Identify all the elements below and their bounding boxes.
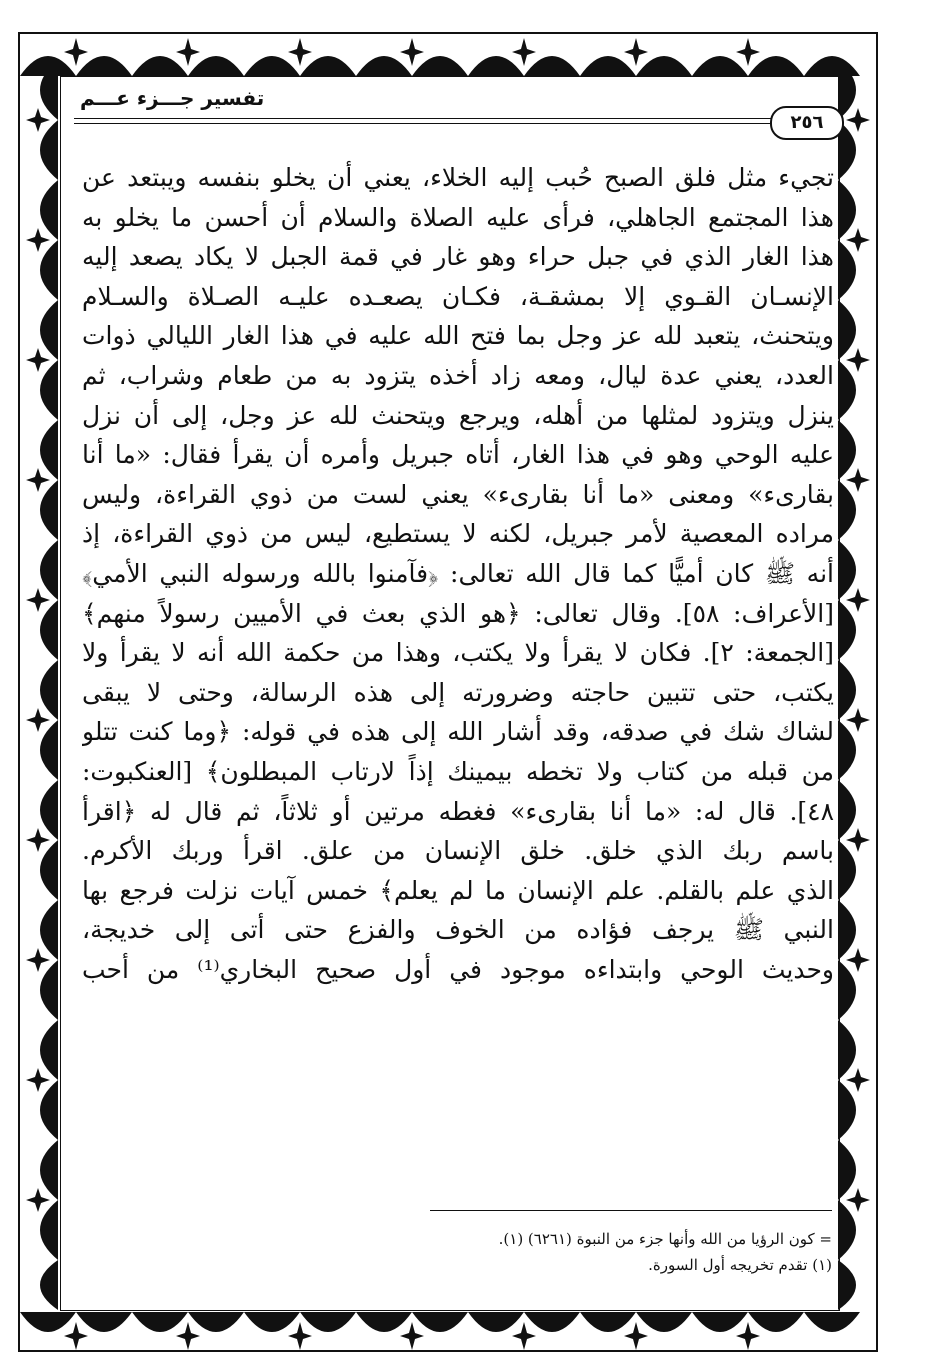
text-line: عليه الوحي وهو في هذا الغار، أتاه جبريل وأمره أن يقرأ فقال: «ما أنا xyxy=(82,440,834,470)
footnote-continuation: = كون الرؤيا من الله وأنها جزء من النبوة (٦٢٦١) (١). xyxy=(498,1230,832,1248)
text-line: الإنسـان القـوي إلا بمشقـة، فكـان يصعـده عليـه الصـلاة والسـلام xyxy=(82,281,834,311)
footnote-1: (١) تقدم تخريجه أول السورة. xyxy=(648,1256,832,1274)
text-line: ويتحنث، يتعبد لله عز وجل بما فتح الله عليه في هذا الغار الليالي ذوات xyxy=(82,321,834,351)
text-line: لشاك شك في صدقه، وقد أشار الله إلى هذه في قوله: ﴿وما كنت تتلو xyxy=(82,717,834,747)
text-line: ينزل ويتزود لمثلها من أهله، ويرجع ويتحنث لله عز وجل، إلى أن نزل xyxy=(82,400,834,430)
text-line: بقارىء» ومعنى «ما أنا بقارىء» يعني لست من ذوي القراءة، وليس xyxy=(82,479,834,509)
text-line: ٤٨]. قال له: «ما أنا بقارىء» فغطه مرتين أو ثلاثاً، ثم قال له ﴿اقرأ xyxy=(82,796,834,826)
book-title: تفسير جـــزء عـــم xyxy=(80,86,265,110)
text-line: أنه ﷺ كان أميًّا كما قال الله تعالى: ﴿فآمنوا بالله ورسوله النبي الأمي﴾ xyxy=(82,558,834,588)
ornament-top-border xyxy=(20,36,876,76)
text-line: الذي علم بالقلم. علم الإنسان ما لم يعلم﴾ خمس آيات نزلت فرجع بها xyxy=(82,875,834,905)
footnote-rule xyxy=(430,1210,832,1211)
text-line: [الأعراف: ٥٨]. وقال تعالى: ﴿هو الذي بعث في الأميين رسولاً منهم﴾ xyxy=(82,598,834,628)
text-line: يكتب، حتى تتبين حاجته وضرورته إلى هذه الرسالة، وحتى لا يبقى xyxy=(82,677,834,707)
header-rule xyxy=(74,118,774,124)
text-line: العدد، يعني عدة ليال، ومعه زاد أخذه يتزود به من طعام وشراب، ثم xyxy=(82,360,834,390)
text-line: مراده المعصية لأمر جبريل، لكنه لا يستطيع، ليس من ذوي القراءة، إذ xyxy=(82,519,834,549)
ornament-right-border xyxy=(838,60,874,1310)
ornament-left-border xyxy=(22,60,58,1310)
text-line: باسم ربك الذي خلق. خلق الإنسان من علق. اقرأ وربك الأكرم. xyxy=(82,836,834,866)
page-header xyxy=(70,86,840,156)
footnotes xyxy=(420,1226,832,1278)
text-line: هذا المجتمع الجاهلي، فرأى عليه الصلاة والسلام أن أحسن ما يخلو به xyxy=(82,202,834,232)
text-line: تجيء مثل فلق الصبح حُبب إليه الخلاء، يعني أن يخلو بنفسه ويبتعد عن xyxy=(82,163,834,192)
text-line: من قبله من كتاب ولا تخطه بيمينك إذاً لارتاب المبطلون﴾ [العنكبوت: xyxy=(82,756,834,786)
text-line: هذا الغار الذي في جبل حراء وهو غار في قمة الجبل لا يكاد يصعد إليه xyxy=(82,242,834,272)
text-line: [الجمعة: ٢]. فكان لا يقرأ ولا يكتب، وهذا من حكمة الله أنه لا يقرأ ولا xyxy=(82,638,834,668)
text-line: وحديث الوحي وابتداءه موجود في أول صحيح البخاري⁽¹⁾ من أحب xyxy=(82,954,834,984)
ornament-bottom-border xyxy=(20,1312,876,1352)
body-text xyxy=(82,158,834,989)
page-number: ٢٥٦ xyxy=(770,106,844,140)
text-line: النبي ﷺ يرجف فؤاده من الخوف والفزع حتى أتى إلى خديجة، xyxy=(82,915,834,945)
